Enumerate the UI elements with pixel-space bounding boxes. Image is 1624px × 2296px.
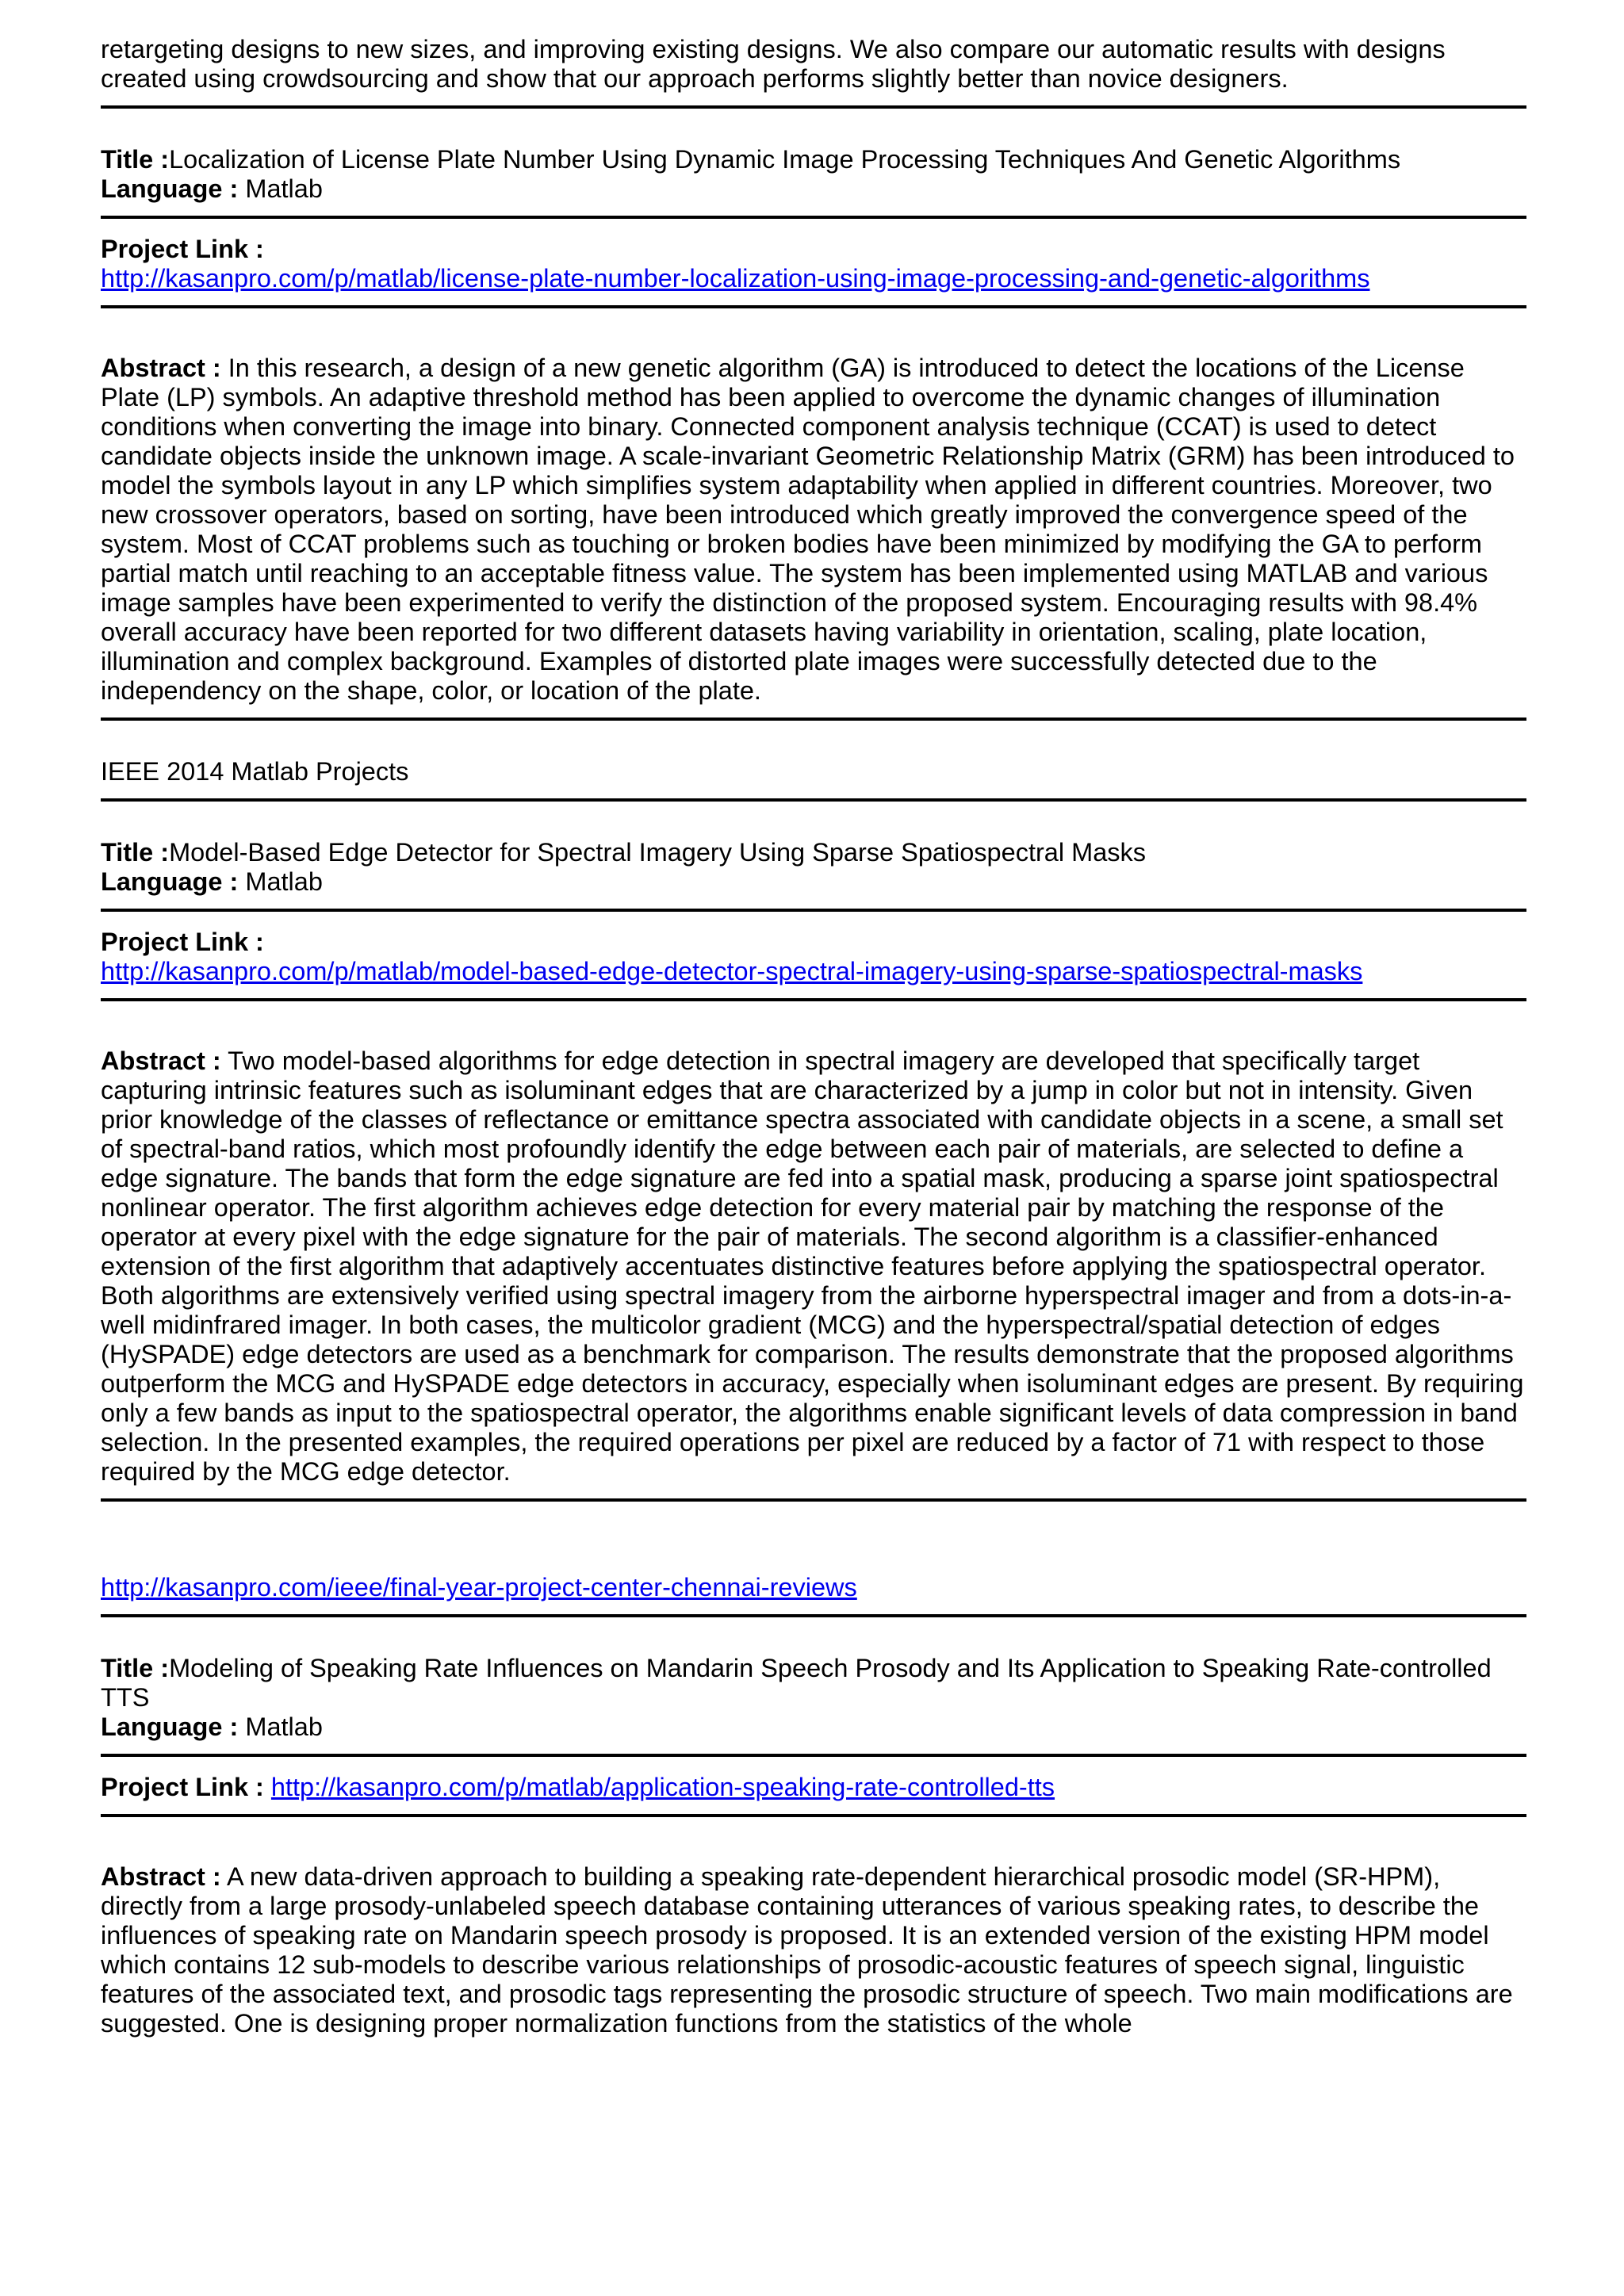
abstract-label: Abstract : xyxy=(101,1047,221,1075)
language-line xyxy=(101,867,1526,897)
project-link-block xyxy=(101,235,1526,293)
abstract-block xyxy=(101,354,1526,706)
abstract-block xyxy=(101,1047,1526,1487)
divider xyxy=(101,909,1526,912)
divider xyxy=(101,798,1526,802)
project-title: Localization of License Plate Number Using Dynamic Image Processing Techniques And Genetic Algorithms xyxy=(169,145,1401,174)
divider xyxy=(101,305,1526,308)
language-label: Language : xyxy=(101,867,239,896)
previous-abstract-tail: retargeting designs to new sizes, and improving existing designs. We also compare our automatic results with designs created using crowdsourcing and show that our approach performs slightly better than novice designers. xyxy=(101,35,1446,93)
project-language: Matlab xyxy=(245,1712,323,1741)
project-link-line xyxy=(101,1773,1526,1802)
divider xyxy=(101,718,1526,721)
project-link-label: Project Link : xyxy=(101,928,264,956)
project-link-label: Project Link : xyxy=(101,1773,264,1801)
project-link[interactable]: http://kasanpro.com/p/matlab/license-plate-number-localization-using-image-processing-and-genetic-algorithms xyxy=(101,264,1370,293)
abstract-label: Abstract : xyxy=(101,1862,221,1891)
language-line xyxy=(101,1712,1526,1742)
project-link-block xyxy=(101,928,1526,986)
divider xyxy=(101,1754,1526,1757)
title-line xyxy=(101,145,1526,174)
project-link[interactable]: http://kasanpro.com/p/matlab/application-speaking-rate-controlled-tts xyxy=(270,1773,1055,1801)
abstract-paragraph xyxy=(101,354,1526,706)
project-link-label: Project Link : xyxy=(101,235,264,263)
abstract-text: A new data-driven approach to building a speaking rate-dependent hierarchical prosodic model (SR-HPM), directly from a large prosody-unlabeled speech database containing utterances of various speaking rates, to describe the influences of speaking rate on Mandarin speech prosody is proposed. It is an extended version of the existing HPM model which contains 12 sub-models to describe various relationships of prosodic-acoustic features of speech signal, linguistic features of the associated text, and prosodic tags representing the prosodic structure of speech. Two main modifications are suggested. One is designing proper normalization functions from the statistics of the whole xyxy=(101,1862,1513,2038)
title-line xyxy=(101,1654,1526,1712)
project-title: Modeling of Speaking Rate Influences on Mandarin Speech Prosody and Its Application to Speaking Rate-controlled TTS xyxy=(101,1654,1492,1712)
abstract-paragraph xyxy=(101,1862,1526,2038)
divider xyxy=(101,216,1526,219)
project-title-block xyxy=(101,1654,1526,1742)
abstract-text: Two model-based algorithms for edge detection in spectral imagery are developed that specifically target capturing intrinsic features such as isoluminant edges that are characterized by a jump in color but not in intensity. Given prior knowledge of the classes of reflectance or emittance spectra associated with candidate objects in a scene, a small set of spectral-band ratios, which most profoundly identify the edge between each pair of materials, are selected to define a edge signature. The bands that form the edge signature are fed into a spatial mask, producing a sparse joint spatiospectral nonlinear operator. The first algorithm achieves edge detection for every material pair by matching the response of the operator at every pixel with the edge signature for the pair of materials. The second algorithm is a classifier-enhanced extension of the first algorithm that adaptively accentuates distinctive features before applying the spatiospectral operator. Both algorithms are extensively verified using spectral imagery from the airborne hyperspectral imager and from a dots-in-a-well midinfrared imager. In both cases, the multicolor gradient (MCG) and the hyperspectral/spatial detection of edges (HySPADE) edge detectors are used as a benchmark for comparison. The results demonstrate that the proposed algorithms outperform the MCG and HySPADE edge detectors in accuracy, especially when isoluminant edges are present. By requiring only a few bands as input to the spatiospectral operator, the algorithms enable significant levels of data compression in band selection. In the presented examples, the required operations per pixel are reduced by a factor of 71 with respect to those required by the MCG edge detector. xyxy=(101,1047,1524,1486)
title-label: Title : xyxy=(101,838,170,867)
reviews-link[interactable]: http://kasanpro.com/ieee/final-year-project-center-chennai-reviews xyxy=(101,1573,857,1601)
divider xyxy=(101,998,1526,1001)
language-line xyxy=(101,174,1526,204)
divider xyxy=(101,1614,1526,1617)
language-label: Language : xyxy=(101,1712,239,1741)
divider xyxy=(101,1498,1526,1502)
project-link[interactable]: http://kasanpro.com/p/matlab/model-based-edge-detector-spectral-imagery-using-sparse-spatiospectral-masks xyxy=(101,957,1363,985)
divider xyxy=(101,1814,1526,1817)
divider xyxy=(101,105,1526,109)
project-language: Matlab xyxy=(245,174,323,203)
project-title-block xyxy=(101,838,1526,897)
project-language: Matlab xyxy=(245,867,323,896)
language-label: Language : xyxy=(101,174,239,203)
abstract-label: Abstract : xyxy=(101,354,221,382)
project-title-block xyxy=(101,145,1526,204)
project-link-block xyxy=(101,1773,1526,1802)
section-heading: IEEE 2014 Matlab Projects xyxy=(101,757,409,786)
title-line xyxy=(101,838,1526,867)
abstract-paragraph xyxy=(101,1047,1526,1487)
abstract-text: In this research, a design of a new genetic algorithm (GA) is introduced to detect the locations of the License Plate (LP) symbols. An adaptive threshold method has been applied to overcome the dynamic changes of illumination conditions when converting the image into binary. Connected component analysis technique (CCAT) is used to detect candidate objects inside the unknown image. A scale-invariant Geometric Relationship Matrix (GRM) has been introduced to model the symbols layout in any LP which simplifies system adaptability when applied in different countries. Moreover, two new crossover operators, based on sorting, have been introduced which greatly improved the convergence speed of the system. Most of CCAT problems such as touching or broken bodies have been minimized by modifying the GA to perform partial match until reaching to an acceptable fitness value. The system has been implemented using MATLAB and various image samples have been experimented to verify the distinction of the proposed system. Encouraging results with 98.4% overall accuracy have been reported for two different datasets having variability in orientation, scaling, plate location, illumination and complex background. Examples of distorted plate images were successfully detected due to the independency on the shape, color, or location of the plate. xyxy=(101,354,1515,705)
title-label: Title : xyxy=(101,145,170,174)
abstract-block xyxy=(101,1862,1526,2038)
document-page xyxy=(101,35,1526,2050)
project-title: Model-Based Edge Detector for Spectral Imagery Using Sparse Spatiospectral Masks xyxy=(169,838,1147,867)
title-label: Title : xyxy=(101,1654,170,1682)
